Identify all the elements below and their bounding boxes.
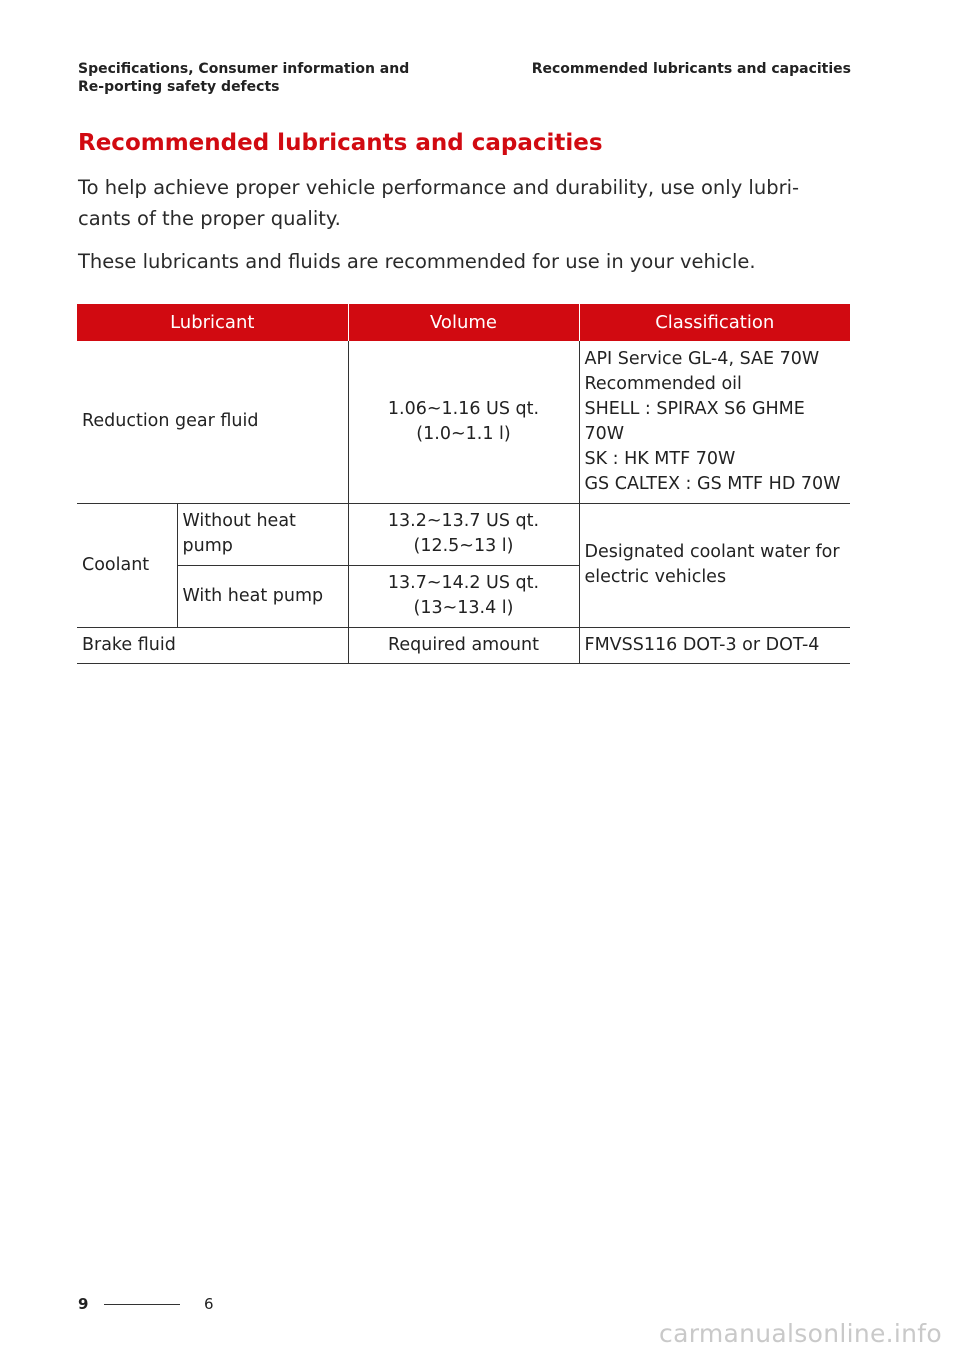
coolant-variant-cell: With heat pump (177, 565, 348, 627)
column-header-classification: Classification (579, 304, 850, 341)
volume-liters: (13~13.4 l) (413, 598, 514, 618)
running-header-topic: Recommended lubricants and capacities (531, 61, 851, 77)
volume-liters: (1.0~1.1 l) (416, 423, 511, 444)
lubricant-cell: Reduction gear fluid (77, 341, 348, 503)
watermark: carmanualsonline.info (659, 1319, 942, 1348)
table-row-coolant-without-heat-pump (77, 503, 850, 565)
column-header-volume: Volume (348, 304, 579, 341)
table-header-row (77, 304, 850, 341)
table-row-brake-fluid (77, 627, 850, 663)
classification-line: GS CALTEX : GS MTF HD 70W (584, 473, 841, 494)
volume-us: 13.2~13.7 US qt. (387, 511, 540, 531)
volume-us: 1.06~1.16 US qt. (387, 398, 540, 419)
classification-line: SHELL : SPIRAX S6 GHME 70W (584, 398, 805, 444)
volume-cell (348, 341, 579, 503)
page-number: 6 (204, 1295, 214, 1313)
intro-paragraph-recommended: These lubricants and fluids are recommended for use in your vehicle. (78, 250, 756, 273)
lubricant-cell: Brake fluid (77, 627, 348, 663)
classification-line: API Service GL-4, SAE 70W (584, 348, 820, 369)
classification-line: Recommended oil (584, 373, 742, 394)
classification-line: SK : HK MTF 70W (584, 448, 736, 469)
intro-paragraph-quality: To help achieve proper vehicle performance and durability, use only lubri-cants of the proper quality. (78, 176, 800, 230)
column-header-lubricant: Lubricant (77, 304, 348, 341)
classification-cell (579, 341, 850, 503)
page-title: Recommended lubricants and capacities (78, 130, 603, 156)
coolant-variant-cell: Without heat pump (177, 503, 348, 565)
volume-cell (348, 503, 579, 565)
volume-us: 13.7~14.2 US qt. (387, 573, 540, 593)
lubricant-cell: Coolant (77, 503, 177, 627)
volume-liters: (12.5~13 l) (413, 536, 514, 556)
running-header-section: Specifications, Consumer information and Re-porting safety defects (78, 61, 410, 95)
classification-cell: Designated coolant water for electric vehicles (579, 503, 850, 627)
table-row-reduction-gear (77, 341, 850, 503)
classification-cell: FMVSS116 DOT-3 or DOT-4 (579, 627, 850, 663)
lubricants-table (77, 304, 850, 664)
section-number: 9 (78, 1295, 89, 1313)
footer-divider (104, 1304, 180, 1305)
volume-cell: Required amount (348, 627, 579, 663)
volume-cell (348, 565, 579, 627)
